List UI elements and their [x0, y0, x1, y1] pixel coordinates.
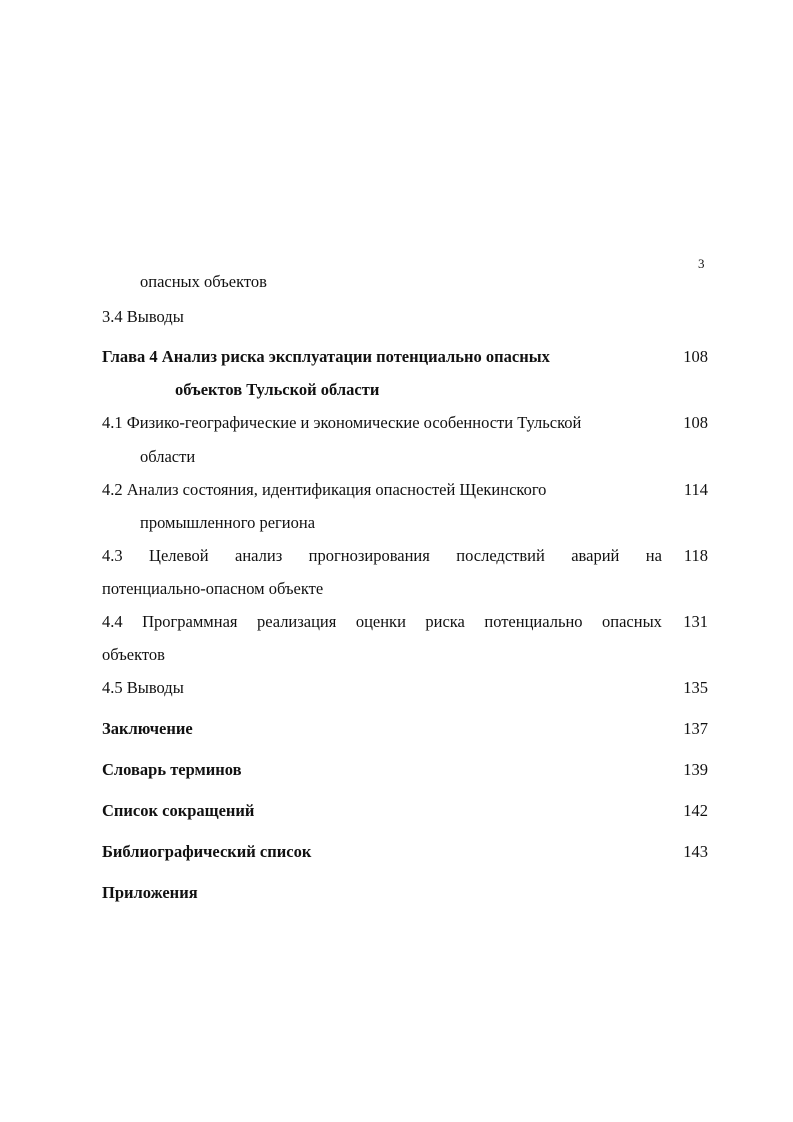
word: последствий: [456, 546, 545, 565]
toc-entry-3-4: 3.4 Выводы: [102, 307, 184, 326]
toc-appendices: Приложения: [102, 883, 198, 902]
toc-chapter-4-title: Глава 4 Анализ риска эксплуатации потенциально опасных: [102, 347, 550, 366]
toc-page-number: 108: [683, 347, 708, 366]
toc-bibliography: Библиографический список: [102, 842, 312, 861]
toc-entry-4-2-cont: промышленного региона: [140, 513, 316, 532]
toc-page-number: 114: [683, 480, 708, 499]
page-number: 3: [698, 256, 705, 271]
word: опасных: [602, 612, 662, 631]
toc-page-number: 131: [683, 612, 708, 631]
toc-conclusion: Заключение: [102, 719, 193, 738]
toc-entry-continuation: опасных объектов: [140, 272, 267, 291]
toc-entry-4-4-cont: объектов: [102, 645, 165, 664]
toc-entry-4-1: 4.1 Физико-географические и экономические особенности Тульской: [102, 413, 582, 432]
toc-page-number: 143: [683, 842, 708, 861]
toc-page-number: 139: [683, 760, 708, 779]
toc-page-number: 142: [683, 801, 708, 820]
toc-page-number: 108: [683, 413, 708, 432]
toc-page-number: 135: [683, 678, 708, 697]
word: прогнозирования: [308, 546, 430, 565]
word: 4.4: [102, 612, 123, 631]
toc-chapter-4-title-cont: объектов Тульской области: [175, 380, 380, 399]
toc-entry-4-4: [102, 612, 662, 632]
word: Целевой: [149, 546, 209, 565]
toc-page-number: 118: [683, 546, 708, 565]
toc-abbreviations: Список сокращений: [102, 801, 255, 820]
word: потенциально: [484, 612, 583, 631]
toc-page-number: 137: [683, 719, 708, 738]
word: Программная: [142, 612, 238, 631]
toc-glossary: Словарь терминов: [102, 760, 242, 779]
toc-entry-4-3: [102, 546, 662, 566]
word: оценки: [355, 612, 406, 631]
toc-entry-4-5: 4.5 Выводы: [102, 678, 184, 697]
word: аварий: [571, 546, 620, 565]
toc-entry-4-3-cont: потенциально-опасном объекте: [102, 579, 324, 598]
word: анализ: [235, 546, 283, 565]
word: реализация: [256, 612, 337, 631]
toc-entry-4-2: 4.2 Анализ состояния, идентификация опасностей Щекинского: [102, 480, 547, 499]
word: на: [645, 546, 662, 565]
word: 4.3: [102, 546, 123, 565]
toc-entry-4-1-cont: области: [140, 447, 196, 466]
word: риска: [425, 612, 465, 631]
